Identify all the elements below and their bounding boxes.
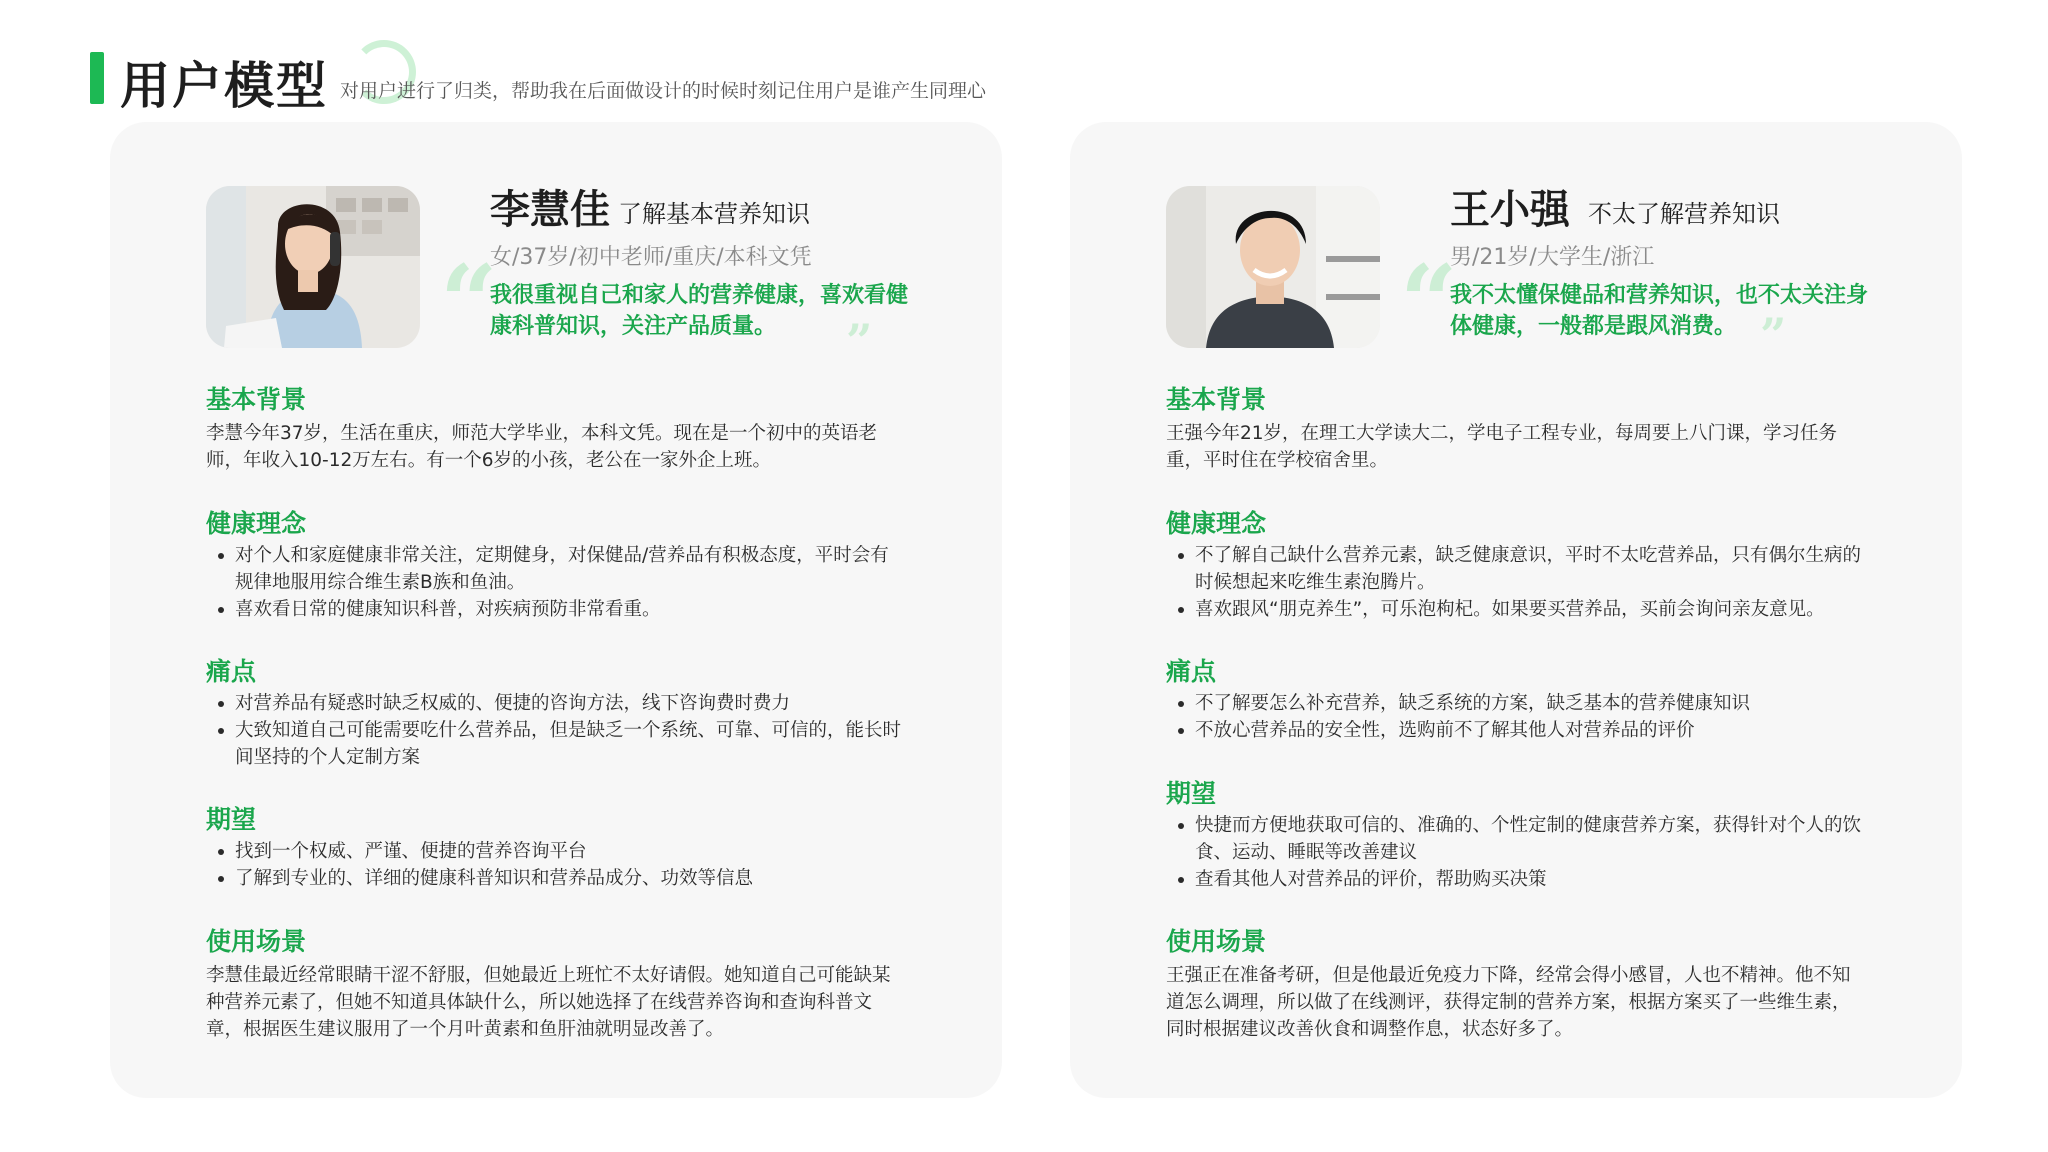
section-background-text: 李慧今年37岁，生活在重庆，师范大学毕业，本科文凭。现在是一个初中的英语老师，年收入10-12万左右。有一个6岁的小孩，老公在一家外企上班。 bbox=[206, 423, 878, 471]
list-item: 快捷而方便地获取可信的、准确的、个性定制的健康营养方案，获得针对个人的饮食、运动、睡眠等改善建议 bbox=[1166, 812, 1866, 866]
section-scene-text: 王强正在准备考研，但是他最近免疫力下降，经常会得小感冒，人也不精神。他不知道怎么调理，所以做了在线测评，获得定制的营养方案，根据方案买了一些维生素，同时根据建议改善伙食和调整作息，状态好多了。 bbox=[1166, 965, 1851, 1040]
list-item: 了解到专业的、详细的健康科普知识和营养品成分、功效等信息 bbox=[206, 865, 906, 892]
section-scene-text: 李慧佳最近经常眼睛干涩不舒服，但她最近上班忙不太好请假。她知道自己可能缺某种营养元素了，但她不知道具体缺什么，所以她选择了在线营养咨询和查询科普文章，根据医生建议服用了一个月叶黄素和鱼肝油就明显改善了。 bbox=[206, 965, 891, 1040]
expect-list bbox=[1166, 812, 1866, 893]
list-item: 对营养品有疑惑时缺乏权威的、便捷的咨询方法，线下咨询费时费力 bbox=[206, 690, 906, 717]
section-title-pain: 痛点 bbox=[206, 657, 257, 686]
persona-name: 李慧佳 bbox=[490, 187, 610, 233]
quote-open-icon: “ bbox=[440, 243, 498, 361]
section-title-scene: 使用场景 bbox=[206, 927, 307, 956]
persona-tagline: 不太了解营养知识 bbox=[1588, 200, 1780, 228]
section-title-health: 健康理念 bbox=[206, 509, 307, 538]
persona-photo-man bbox=[1166, 186, 1380, 348]
persona-demographics: 男/21岁/大学生/浙江 bbox=[1450, 245, 1655, 270]
persona-photo-woman bbox=[206, 186, 420, 348]
list-item: 喜欢看日常的健康知识科普，对疾病预防非常看重。 bbox=[206, 596, 906, 623]
persona-quote: 我不太懂保健品和营养知识，也不太关注身体健康，一般都是跟风消费。 bbox=[1450, 283, 1869, 339]
health-list bbox=[1166, 542, 1866, 623]
title-accent-bar bbox=[90, 52, 104, 104]
list-item: 不了解自己缺什么营养元素，缺乏健康意识，平时不太吃营养品，只有偶尔生病的时候想起来吃维生素泡腾片。 bbox=[1166, 542, 1866, 596]
pain-list bbox=[1166, 690, 1866, 744]
list-item: 不了解要怎么补充营养，缺乏系统的方案，缺乏基本的营养健康知识 bbox=[1166, 690, 1866, 717]
list-item: 对个人和家庭健康非常关注，定期健身，对保健品/营养品有积极态度，平时会有规律地服用综合维生素B族和鱼油。 bbox=[206, 542, 906, 596]
pain-list bbox=[206, 690, 906, 771]
section-title-expect: 期望 bbox=[206, 805, 257, 834]
page-subtitle: 对用户进行了归类，帮助我在后面做设计的时候时刻记住用户是谁产生同理心 bbox=[340, 80, 987, 102]
quote-close-icon: ” bbox=[1760, 308, 1787, 362]
page-title: 用户模型 bbox=[120, 57, 328, 115]
woman-portrait-illustration bbox=[206, 186, 420, 348]
list-item: 查看其他人对营养品的评价，帮助购买决策 bbox=[1166, 866, 1866, 893]
persona-name: 王小强 bbox=[1450, 187, 1570, 233]
section-title-background: 基本背景 bbox=[1166, 385, 1267, 414]
persona-tagline: 了解基本营养知识 bbox=[618, 200, 810, 228]
persona-card-1 bbox=[110, 122, 1002, 1098]
quote-open-icon: “ bbox=[1400, 243, 1458, 361]
persona-demographics: 女/37岁/初中老师/重庆/本科文凭 bbox=[490, 245, 812, 270]
persona-quote: 我很重视自己和家人的营养健康，喜欢看健康科普知识，关注产品质量。 bbox=[490, 283, 909, 339]
section-title-background: 基本背景 bbox=[206, 385, 307, 414]
expect-list bbox=[206, 838, 906, 892]
persona-card-2 bbox=[1070, 122, 1962, 1098]
section-background-text: 王强今年21岁，在理工大学读大二，学电子工程专业，每周要上八门课，学习任务重，平时住在学校宿舍里。 bbox=[1166, 423, 1838, 471]
section-title-health: 健康理念 bbox=[1166, 509, 1267, 538]
list-item: 大致知道自己可能需要吃什么营养品，但是缺乏一个系统、可靠、可信的，能长时间坚持的个人定制方案 bbox=[206, 717, 906, 771]
list-item: 不放心营养品的安全性，选购前不了解其他人对营养品的评价 bbox=[1166, 717, 1866, 744]
man-portrait-illustration bbox=[1166, 186, 1380, 348]
list-item: 找到一个权威、严谨、便捷的营养咨询平台 bbox=[206, 838, 906, 865]
section-title-expect: 期望 bbox=[1166, 779, 1217, 808]
list-item: 喜欢跟风“朋克养生”，可乐泡枸杞。如果要买营养品，买前会询问亲友意见。 bbox=[1166, 596, 1866, 623]
health-list bbox=[206, 542, 906, 623]
section-title-pain: 痛点 bbox=[1166, 657, 1217, 686]
section-title-scene: 使用场景 bbox=[1166, 927, 1267, 956]
quote-close-icon: ” bbox=[846, 314, 873, 368]
